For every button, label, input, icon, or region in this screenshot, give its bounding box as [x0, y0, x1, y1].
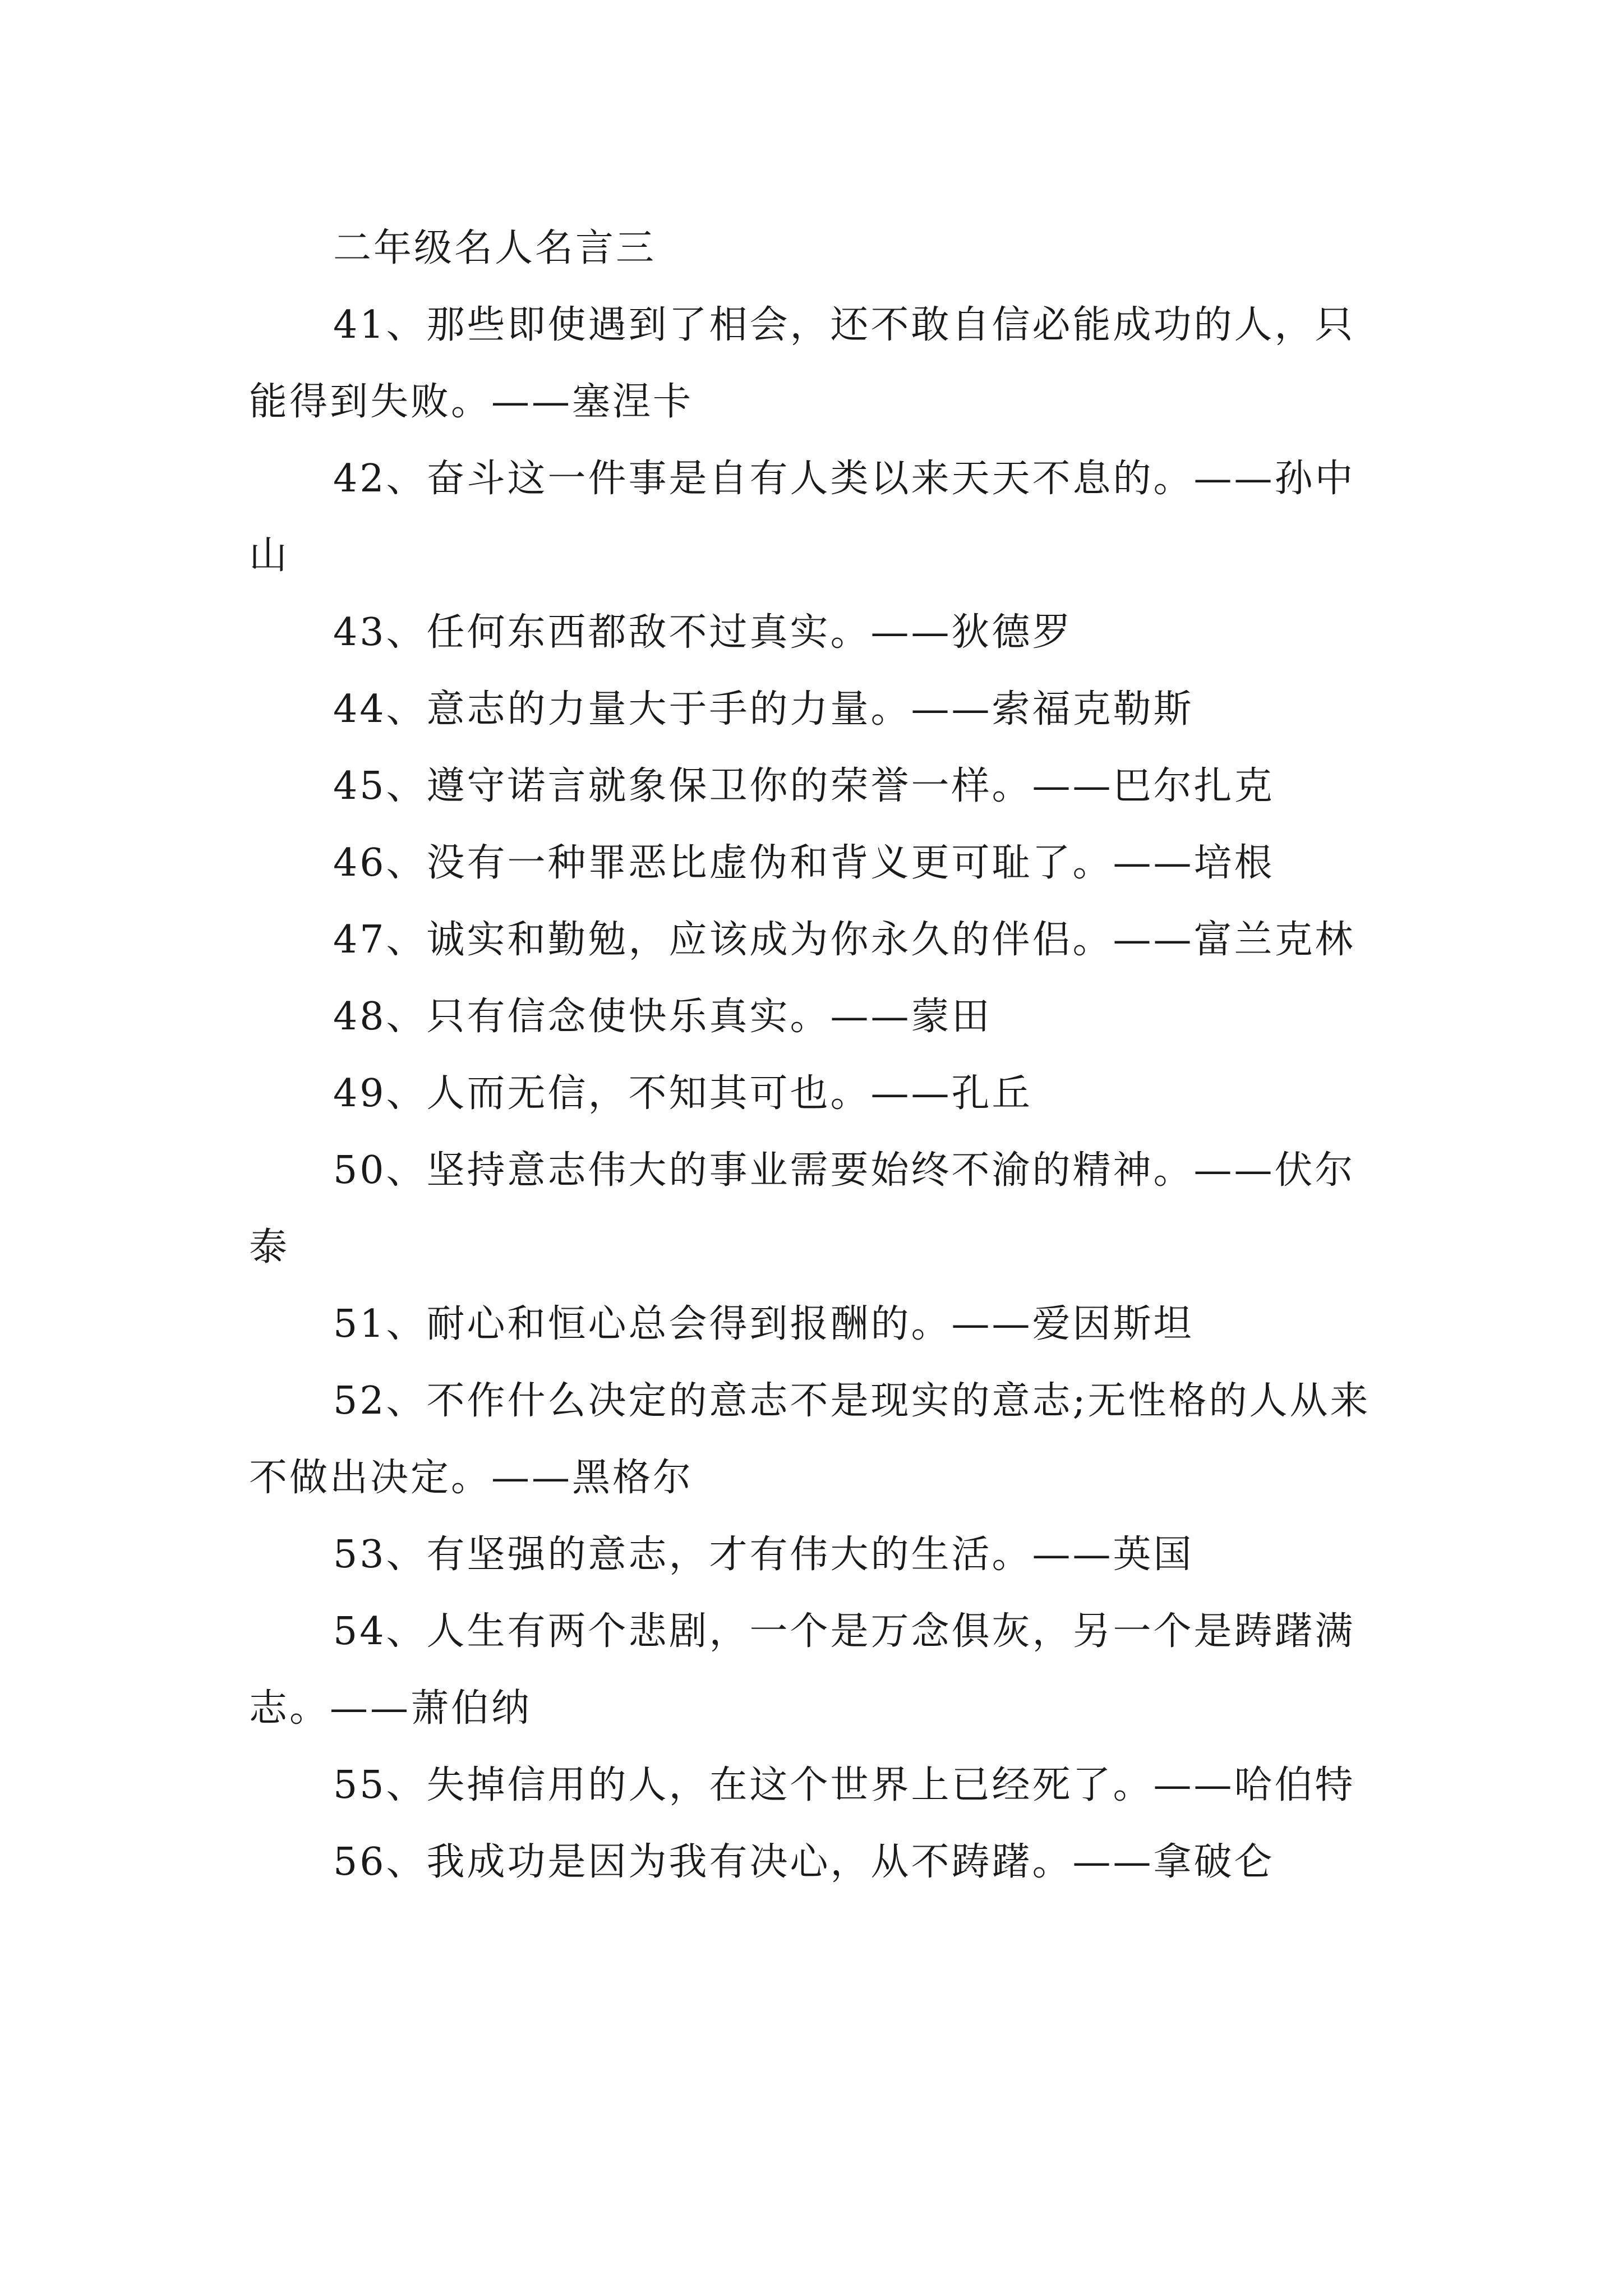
quote-42: 42、奋斗这一件事是自有人类以来天天不息的。——孙中山	[249, 457, 1355, 578]
quote-44: 44、意志的力量大于手的力量。——索福克勒斯	[333, 687, 1194, 731]
document-title: 二年级名人名言三	[333, 226, 657, 270]
quote-41: 41、那些即使遇到了相会，还不敢自信必能成功的人，只能得到失败。——塞涅卡	[249, 303, 1355, 424]
quote-56: 56、我成功是因为我有决心，从不踌躇。——拿破仑	[333, 1840, 1275, 1884]
quote-43: 43、任何东西都敌不过真实。——狄德罗	[333, 610, 1073, 655]
quote-54: 54、人生有两个悲剧，一个是万念俱灰，另一个是踌躇满志。——萧伯纳	[249, 1609, 1355, 1731]
document-body	[249, 210, 1387, 1901]
quote-51: 51、耐心和恒心总会得到报酬的。——爱因斯坦	[333, 1302, 1194, 1346]
quote-55: 55、失掉信用的人，在这个世界上已经死了。——哈伯特	[333, 1763, 1355, 1807]
quote-50: 50、坚持意志伟大的事业需要始终不渝的精神。——伏尔泰	[249, 1148, 1355, 1269]
quote-49: 49、人而无信，不知其可也。——孔丘	[333, 1071, 1032, 1116]
quote-46: 46、没有一种罪恶比虚伪和背义更可耻了。——培根	[333, 841, 1275, 885]
quote-47: 47、诚实和勤勉，应该成为你永久的伴侣。——富兰克林	[333, 918, 1355, 962]
quote-48: 48、只有信念使快乐真实。——蒙田	[333, 995, 992, 1039]
quote-53: 53、有坚强的意志，才有伟大的生活。——英国	[333, 1533, 1194, 1577]
quote-45: 45、遵守诺言就象保卫你的荣誉一样。——巴尔扎克	[333, 764, 1275, 808]
quote-52: 52、不作什么决定的意志不是现实的意志;无性格的人从来不做出决定。——黑格尔	[249, 1379, 1371, 1500]
